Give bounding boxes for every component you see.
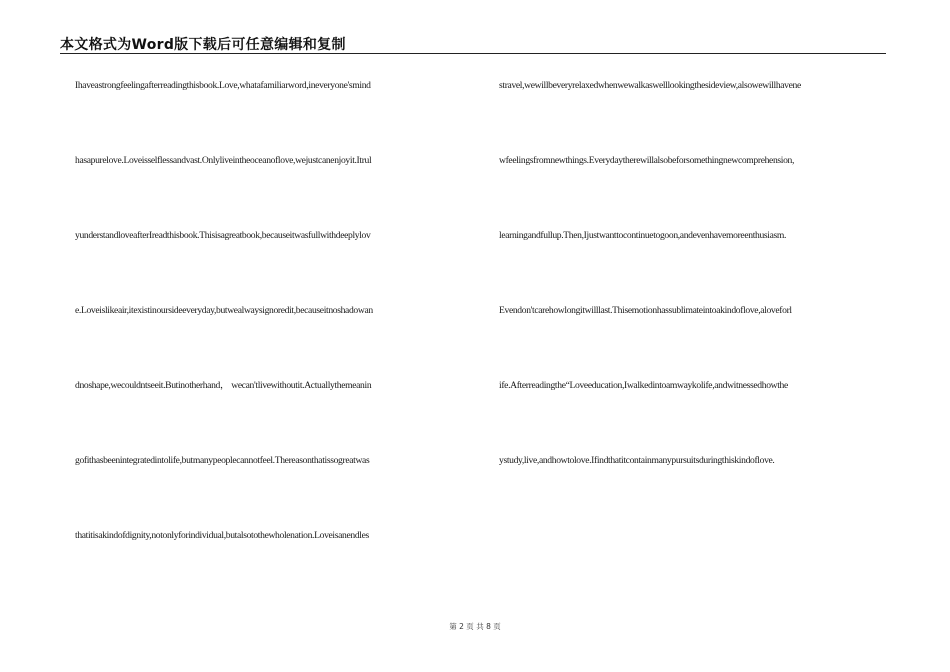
right-text-line: learningandfullup.Then,Ijustwanttocontinuetogoon,andevenhavemoreenthusiasm. — [499, 230, 787, 241]
left-text-line: e.Loveislikeair,itexistinoursideeveryday,butwealwaysignoredit,becauseitnoshadowan — [75, 305, 373, 316]
right-text-line: Evendon'tcarehowlongitwilllast.Thisemotionhassublimateintoakindoflove,aloveforl — [499, 305, 792, 316]
page-number: 第 2 页 共 8 页 — [449, 622, 501, 631]
page-header — [60, 33, 886, 54]
header-title: 本文格式为Word版下载后可任意编辑和复制 — [60, 37, 346, 53]
right-text-line: ystudy,live,andhowtolove.Ifindthatitcontainmanypursuitsduringthiskindoflove. — [499, 455, 775, 466]
left-text-line: thatitisakindofdignity,notonlyforindividual,butalsotothewholenation.Loveisanendles — [75, 530, 369, 541]
left-text-line: Ihaveastrongfeelingafterreadingthisbook.Love,whatafamiliarword,ineveryone'smind — [75, 80, 371, 91]
left-text-line: gofithasbeenintegratedintolife,butmanypeoplecannotfeel.Thereasonthatissogreatwas — [75, 455, 370, 466]
right-text-line: wfeelingsfromnewthings.Everydaytherewillalsobeforsomethingnewcomprehension, — [499, 155, 795, 166]
left-text-line: dnoshape,wecouldntseeit.Butinotherhand， wecan'tlivewithoutit.Actuallythemeanin — [75, 380, 372, 391]
right-text-line: stravel,wewillbeveryrelaxedwhenwewalkaswelllookingthesideview,alsowewillhavene — [499, 80, 801, 91]
left-text-line: hasapurelove.Loveisselflessandvast.Onlyliveintheoceanoflove,wejustcanenjoyit.Itrul — [75, 155, 372, 166]
right-text-line: ife.Afterreadingthe“Loveeducation,Iwalkedintoamwaykolife,andwitnessedhowthe — [499, 380, 788, 391]
left-text-line: yunderstandloveafterIreadthisbook.Thisisagreatbook,becauseitwasfullwithdeeplylov — [75, 230, 371, 241]
